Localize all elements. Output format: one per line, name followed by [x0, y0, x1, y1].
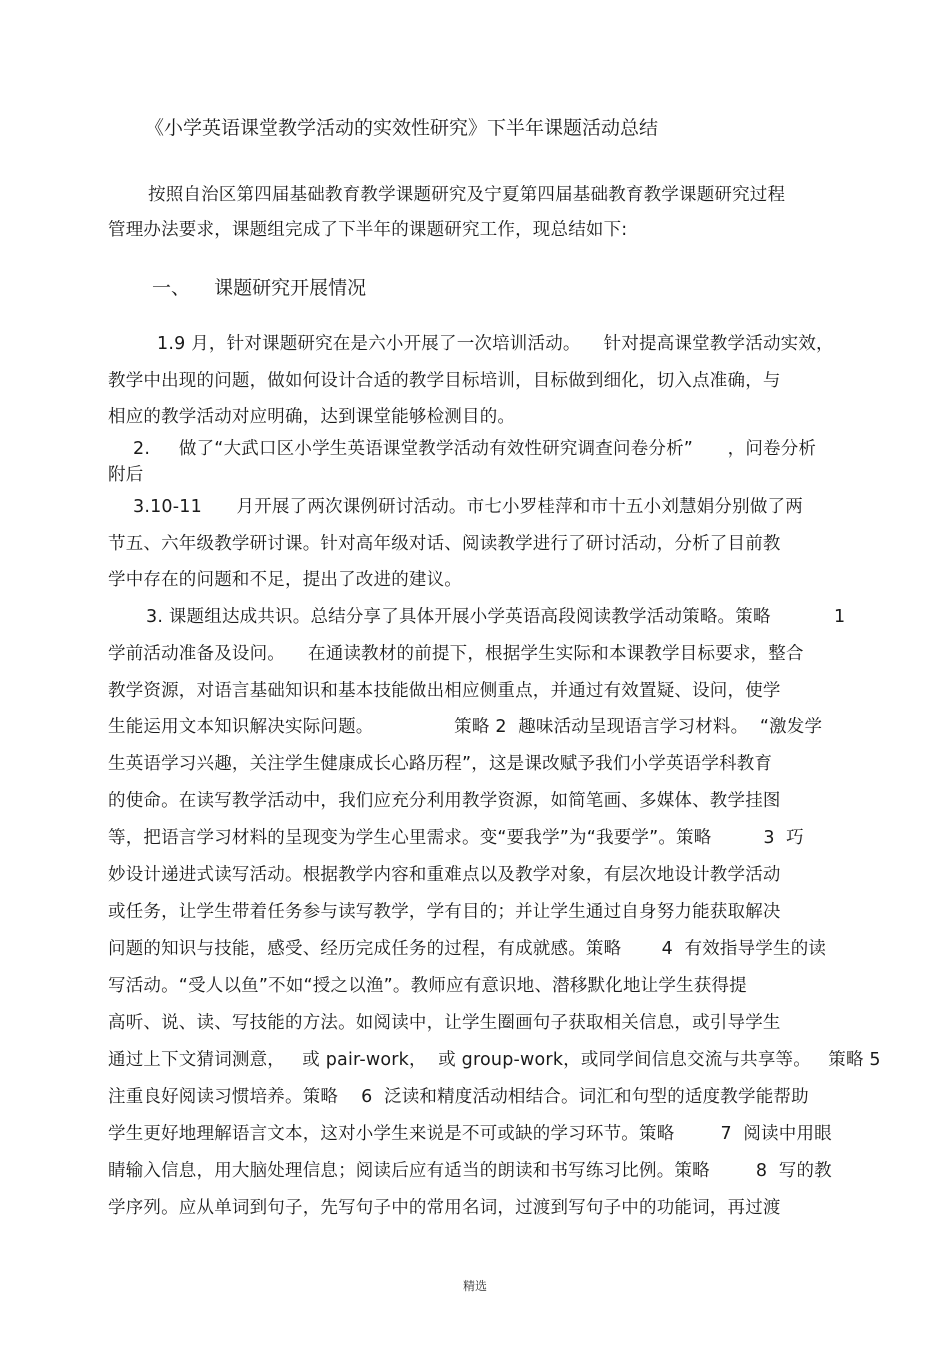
body-line: 3. 课题组达成共识。总结分享了具体开展小学英语高段阅读教学活动策略。策略 1 — [146, 607, 846, 627]
body-line: 教学中出现的问题，做如何设计合适的教学目标培训，目标做到细化，切入点准确，与 — [108, 371, 781, 391]
body-line: 高听、说、读、写技能的方法。如阅读中，让学生圈画句子获取相关信息，或引导学生 — [108, 1013, 781, 1033]
body-line: 学生更好地理解语言文本，这对小学生来说是不可或缺的学习环节。策略 7 阅读中用眼 — [108, 1124, 832, 1144]
body-line: 1.9 月，针对课题研究在是六小开展了一次培训活动。 针对提高课堂教学活动实效， — [157, 334, 834, 354]
page-footer: 精选 — [462, 1279, 487, 1293]
body-line: 写活动。“受人以鱼”不如“授之以渔”。教师应有意识地、潜移默化地让学生获得提 — [108, 976, 747, 996]
body-line: 附后 — [108, 465, 144, 485]
body-line: 生英语学习兴趣，关注学生健康成长心路历程”，这是课改赋予我们小学英语学科教育 — [108, 754, 773, 774]
body-line: 等，把语言学习材料的呈现变为学生心里需求。变“要我学”为“我要学”。策略 3 巧 — [108, 828, 804, 848]
intro-line: 管理办法要求，课题组完成了下半年的课题研究工作，现总结如下: — [108, 220, 628, 240]
body-line: 学前活动准备及设问。 在通读教材的前提下，根据学生实际和本课教学目标要求，整合 — [108, 644, 804, 664]
body-line: 生能运用文本知识解决实际问题。 策略 2 趣味活动呈现语言学习材料。 “激发学 — [108, 717, 823, 737]
body-line: 3.10-11 月开展了两次课例研讨活动。市七小罗桂萍和市十五小刘慧娟分别做了两 — [133, 497, 803, 517]
body-line: 的使命。在读写教学活动中，我们应充分利用教学资源，如简笔画、多媒体、教学挂图 — [108, 791, 781, 811]
body-line: 学中存在的问题和不足，提出了改进的建议。 — [108, 570, 462, 590]
section-heading: 一、 课题研究开展情况 — [152, 277, 367, 299]
body-line: 2. 做了“大武口区小学生英语课堂教学活动有效性研究调查问卷分析” ，问卷分析 — [133, 439, 817, 459]
body-line: 相应的教学活动对应明确，达到课堂能够检测目的。 — [108, 407, 516, 427]
body-line: 睛输入信息，用大脑处理信息；阅读后应有适当的朗读和书写练习比例。策略 8 写的教 — [108, 1161, 832, 1181]
body-line: 注重良好阅读习惯培养。策略 6 泛读和精度活动相结合。词汇和句型的适度教学能帮助 — [108, 1087, 809, 1107]
body-line: 通过上下文猜词测意， 或 pair-work， 或 group-work，或同学间信息交流与共享等。 策略 5 — [108, 1050, 881, 1070]
body-line: 或任务，让学生带着任务参与读写教学，学有目的；并让学生通过自身努力能获取解决 — [108, 902, 781, 922]
body-line: 教学资源，对语言基础知识和基本技能做出相应侧重点，并通过有效置疑、设问，使学 — [108, 681, 781, 701]
body-line: 学序列。应从单词到句子，先写句子中的常用名词，过渡到写句子中的功能词，再过渡 — [108, 1198, 781, 1218]
document-title: 《小学英语课堂教学活动的实效性研究》下半年课题活动总结 — [145, 117, 659, 139]
body-line: 问题的知识与技能，感受、经历完成任务的过程，有成就感。策略 4 有效指导学生的读 — [108, 939, 827, 959]
body-line: 妙设计递进式读写活动。根据教学内容和重难点以及教学对象，有层次地设计教学活动 — [108, 865, 781, 885]
intro-line: 按照自治区第四届基础教育教学课题研究及宁夏第四届基础教育教学课题研究过程 — [148, 185, 786, 205]
body-line: 节五、六年级教学研讨课。针对高年级对话、阅读教学进行了研讨活动，分析了目前教 — [108, 534, 781, 554]
